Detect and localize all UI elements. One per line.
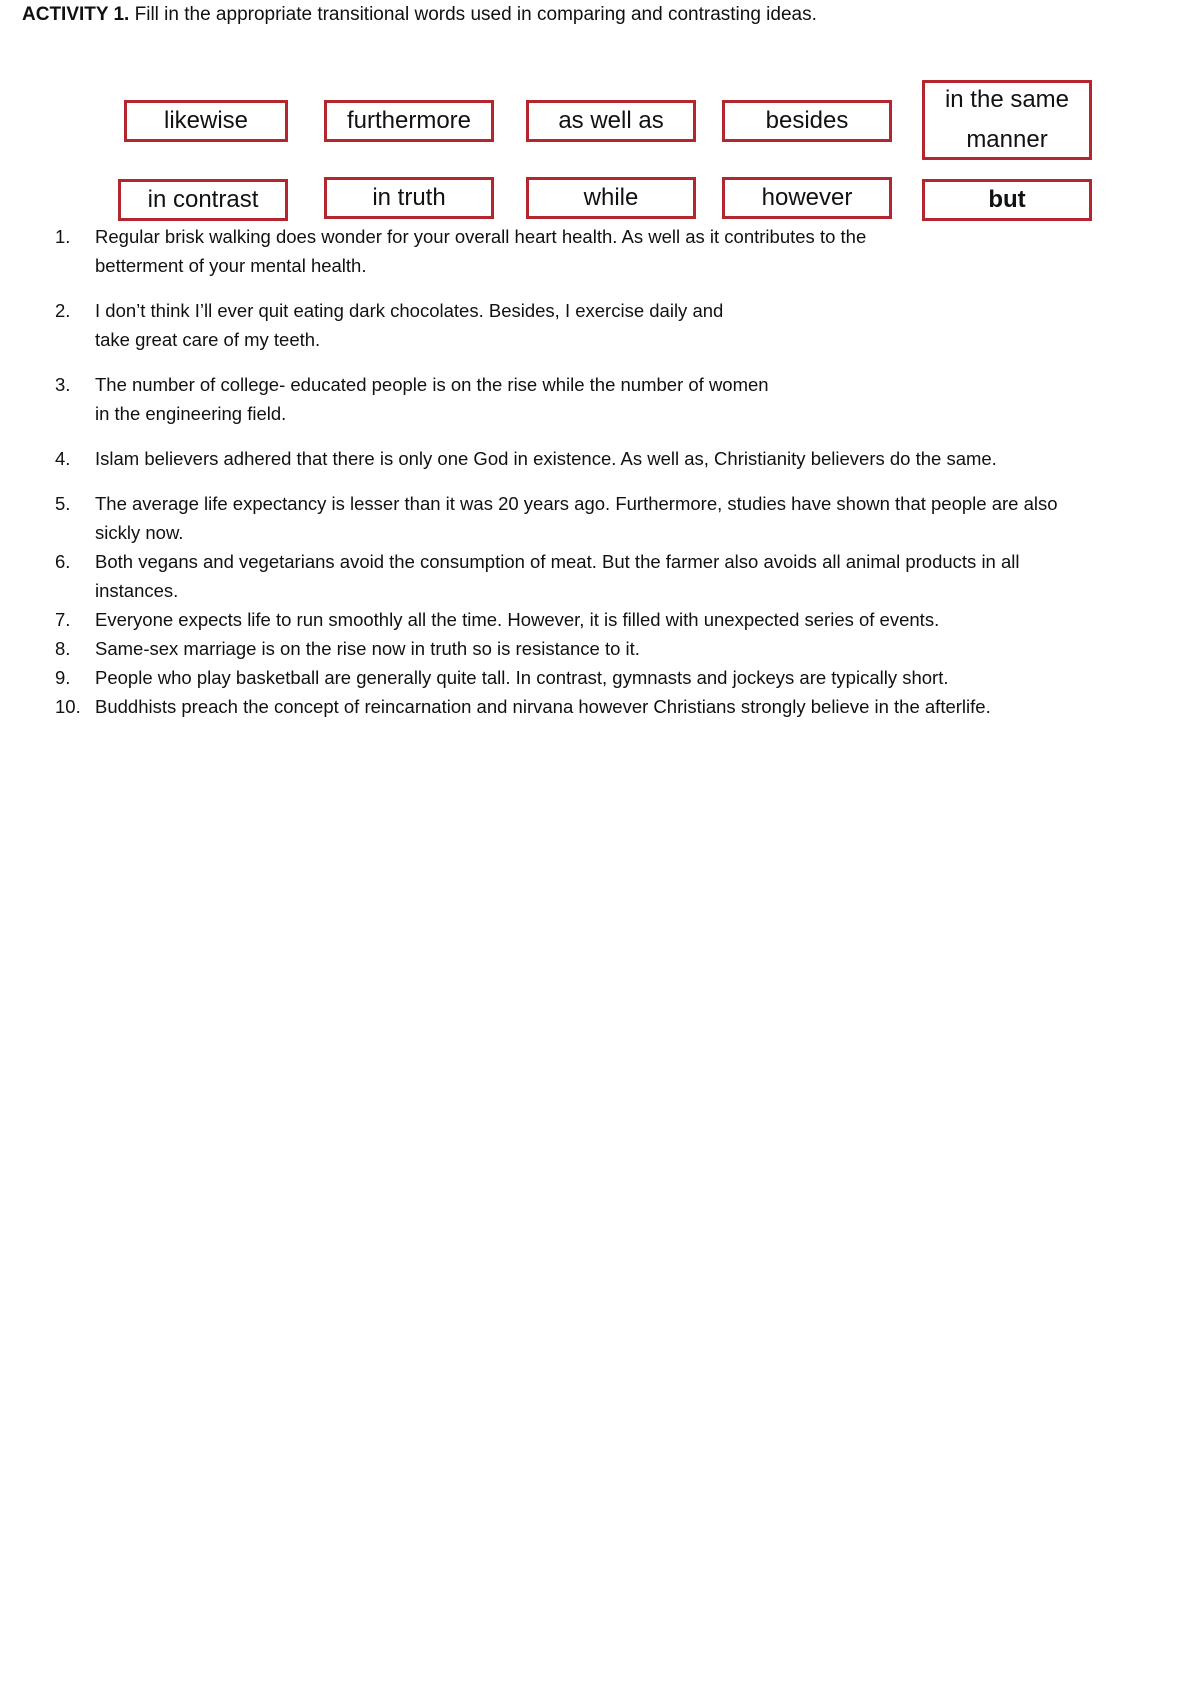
list-item xyxy=(55,296,1175,354)
item-text: betterment of your mental health. xyxy=(95,255,367,276)
item-number: 7. xyxy=(55,609,71,630)
word-box-in-the-same-manner: in the same manner xyxy=(922,80,1092,160)
activity-heading xyxy=(22,4,817,26)
item-text: People who play basketball are generally quite tall. In contrast, gymnasts and jockeys are typically short. xyxy=(95,667,949,688)
item-number: 10. xyxy=(55,696,81,717)
item-number: 6. xyxy=(55,551,71,572)
item-number: 5. xyxy=(55,493,71,514)
word-box-as-well-as: as well as xyxy=(526,100,696,142)
item-number: 3. xyxy=(55,374,71,395)
word-box-furthermore: furthermore xyxy=(324,100,494,142)
activity-label: ACTIVITY 1. xyxy=(22,4,130,25)
list-item xyxy=(55,444,1175,473)
item-text: take great care of my teeth. xyxy=(95,329,321,350)
item-text: The number of college- educated people is on the rise while the number of women xyxy=(95,374,769,395)
item-number: 2. xyxy=(55,300,71,321)
list-item xyxy=(55,489,1175,547)
word-box-while: while xyxy=(526,177,696,219)
word-box-in-contrast: in contrast xyxy=(118,179,288,221)
list-item xyxy=(55,547,1175,605)
item-text: Islam believers adhered that there is only one God in existence. As well as, Christianity believers do the same. xyxy=(95,448,997,469)
list-item xyxy=(55,663,1175,692)
list-item xyxy=(55,634,1175,663)
item-text: Regular brisk walking does wonder for your overall heart health. As well as it contributes to the xyxy=(95,226,867,247)
word-box-however: however xyxy=(722,177,892,219)
item-text: sickly now. xyxy=(95,522,184,543)
item-text: Both vegans and vegetarians avoid the consumption of meat. But the farmer also avoids all animal products in all xyxy=(95,551,1020,572)
item-text: The average life expectancy is lesser than it was 20 years ago. Furthermore, studies have shown that people are also xyxy=(95,493,1058,514)
word-box-but: but xyxy=(922,179,1092,221)
item-text: Buddhists preach the concept of reincarnation and nirvana however Christians strongly believe in the afterlife. xyxy=(95,696,991,717)
exercise-list xyxy=(55,222,1175,721)
item-text: instances. xyxy=(95,580,179,601)
item-number: 1. xyxy=(55,226,71,247)
item-text: in the engineering field. xyxy=(95,403,287,424)
list-item xyxy=(55,370,1175,428)
item-text: I don’t think I’ll ever quit eating dark chocolates. Besides, I exercise daily and xyxy=(95,300,724,321)
item-text: Everyone expects life to run smoothly all the time. However, it is filled with unexpected series of events. xyxy=(95,609,940,630)
word-box-likewise: likewise xyxy=(124,100,288,142)
list-item xyxy=(55,222,1175,280)
word-box-besides: besides xyxy=(722,100,892,142)
list-item xyxy=(55,692,1175,721)
item-number: 9. xyxy=(55,667,71,688)
item-text: Same-sex marriage is on the rise now in truth so is resistance to it. xyxy=(95,638,640,659)
activity-instruction: Fill in the appropriate transitional words used in comparing and contrasting ideas. xyxy=(129,4,817,25)
list-item xyxy=(55,605,1175,634)
item-number: 4. xyxy=(55,448,71,469)
word-box-in-truth: in truth xyxy=(324,177,494,219)
item-number: 8. xyxy=(55,638,71,659)
